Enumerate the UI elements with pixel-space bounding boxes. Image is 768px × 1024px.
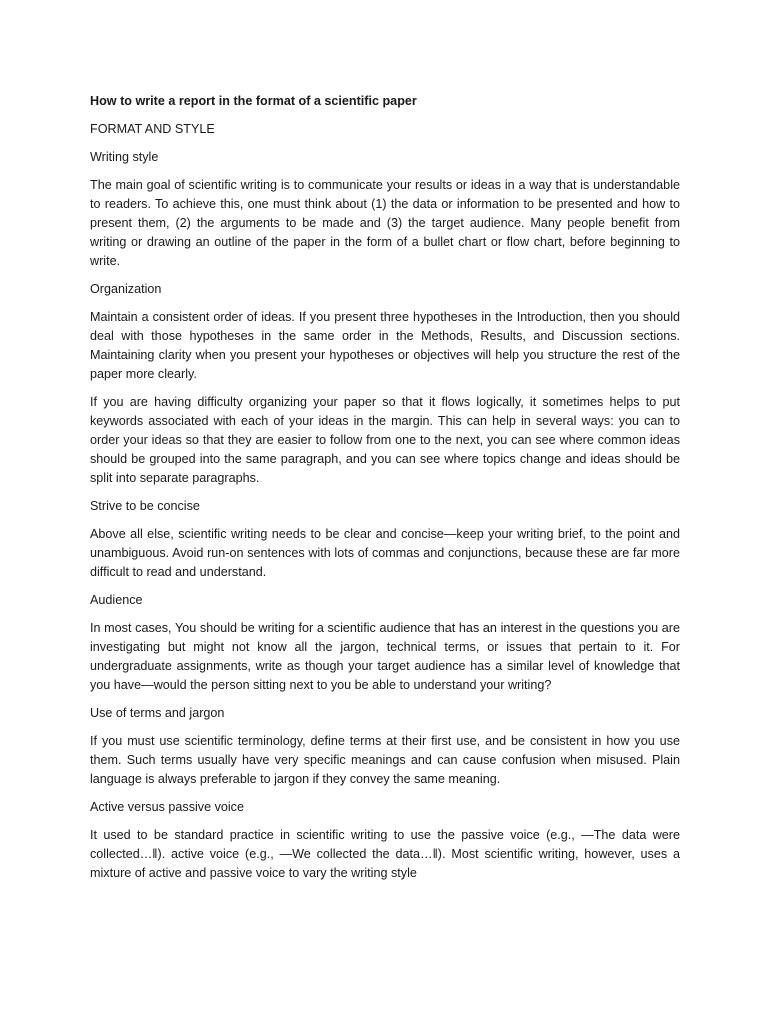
subheading-active-passive-voice: Active versus passive voice <box>90 800 244 814</box>
paragraph: It used to be standard practice in scientific writing to use the passive voice (e.g., —The data were collected…‖). active voice (e.g., —We collected the data…‖). Most scientific writing, however, uses a mixture of active and passive voice to vary the writing style <box>90 828 680 880</box>
subheading-strive-to-be-concise: Strive to be concise <box>90 499 200 513</box>
document-title: How to write a report in the format of a scientific paper <box>90 94 417 108</box>
subheading-writing-style: Writing style <box>90 150 159 164</box>
paragraph: Above all else, scientific writing needs to be clear and concise—keep your writing brief, to the point and unambiguous. Avoid run-on sentences with lots of commas and conjunctions, because these are far more difficult to read and understand. <box>90 527 680 579</box>
document-page <box>90 92 680 892</box>
section-heading: FORMAT AND STYLE <box>90 122 215 136</box>
paragraph: The main goal of scientific writing is to communicate your results or ideas in a way that is understandable to readers. To achieve this, one must think about (1) the data or information to be presented and how to present them, (2) the arguments to be made and (3) the target audience. Many people benefit from writing or drawing an outline of the paper in the form of a bullet chart or flow chart, before beginning to write. <box>90 178 680 268</box>
paragraph: Maintain a consistent order of ideas. If you present three hypotheses in the Introduction, then you should deal with those hypotheses in the same order in the Methods, Results, and Discussion sections. Maintaining clarity when you present your hypotheses or objectives will help you structure the rest of the paper more clearly. <box>90 310 680 381</box>
subheading-organization: Organization <box>90 282 162 296</box>
paragraph: If you are having difficulty organizing your paper so that it flows logically, it sometimes helps to put keywords associated with each of your ideas in the margin. This can help in several ways: you can to order your ideas so that they are easier to follow from one to the next, you can see where common ideas should be grouped into the same paragraph, and you can see where topics change and ideas should be split into separate paragraphs. <box>90 395 680 485</box>
subheading-audience: Audience <box>90 593 143 607</box>
paragraph: If you must use scientific terminology, define terms at their first use, and be consistent in how you use them. Such terms usually have very specific meanings and can cause confusion when misused. Plain language is always preferable to jargon if they convey the same meaning. <box>90 734 680 786</box>
subheading-terms-and-jargon: Use of terms and jargon <box>90 706 225 720</box>
paragraph: In most cases, You should be writing for a scientific audience that has an interest in the questions you are investigating but might not know all the jargon, technical terms, or issues that pertain to it. For undergraduate assignments, write as though your target audience has a similar level of knowledge that you have—would the person sitting next to you be able to understand your writing? <box>90 621 680 692</box>
